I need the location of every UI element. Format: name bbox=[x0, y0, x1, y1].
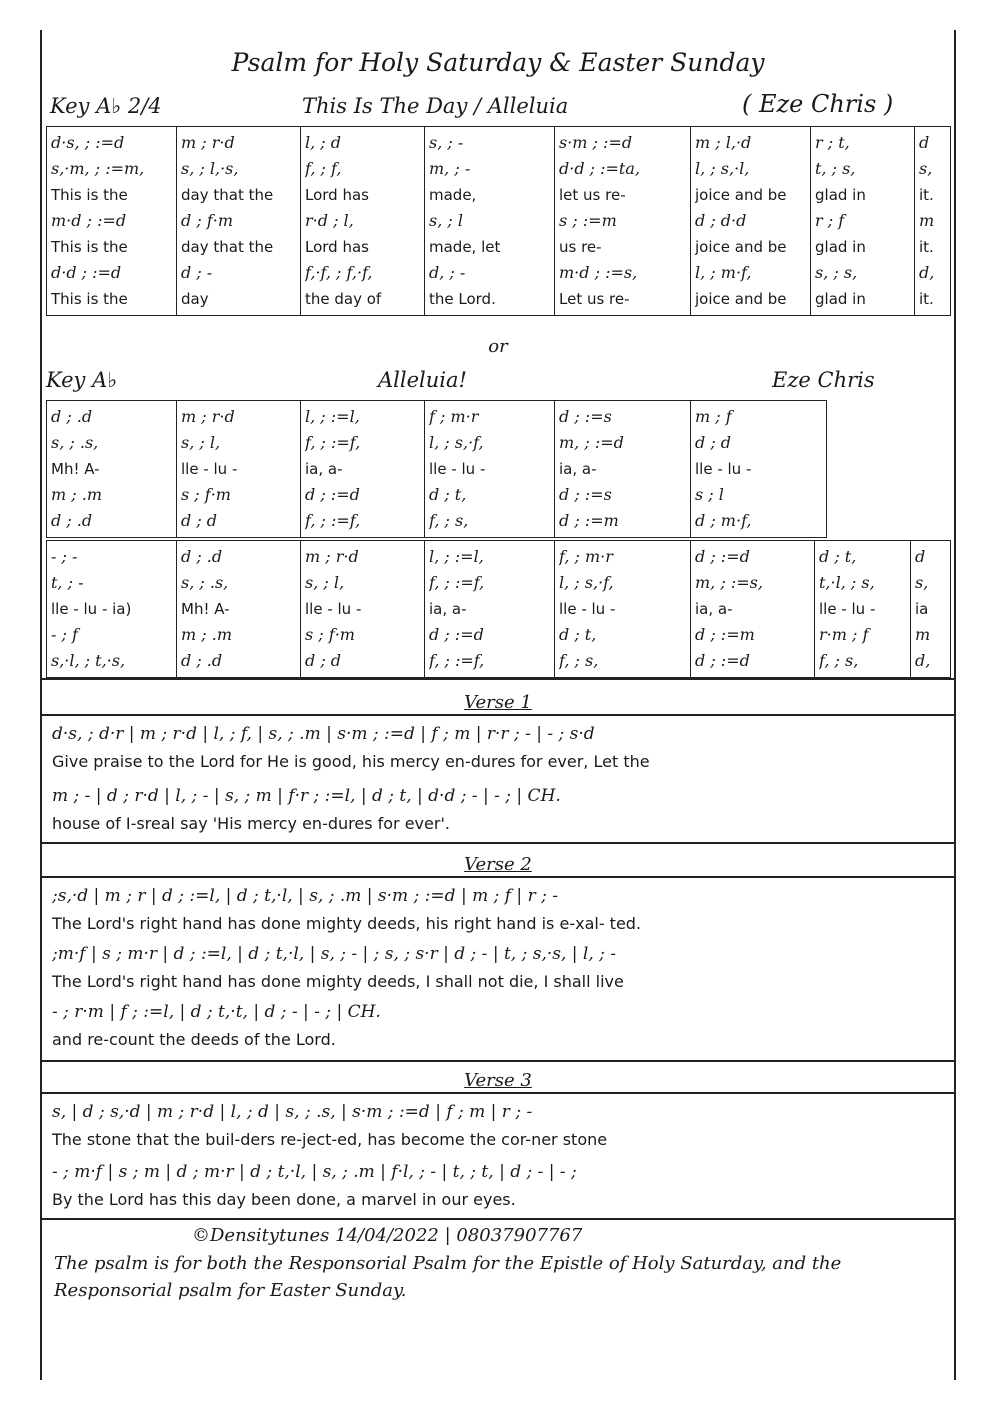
verse-3-solfa: s, | d ; s,·d | m ; r·d | l, ; d | s, ; .s, | s·m ; :=d | f ; m | r ; - bbox=[52, 1102, 533, 1122]
solfa-notation: d ; :=m bbox=[695, 625, 755, 644]
solfa-notation: r·d ; l, bbox=[305, 211, 354, 230]
measure-cell bbox=[425, 401, 555, 538]
solfa-notation: r·m ; f bbox=[819, 625, 869, 644]
verse-1-solfa: d·s, ; d·r | m ; r·d | l, ; f, | s, ; .m | s·m ; :=d | f ; m | r·r ; - | - ; s·d bbox=[52, 724, 595, 744]
solfa-notation: d ; .d bbox=[181, 651, 223, 670]
solfa-notation: f, ; :=f, bbox=[429, 651, 485, 670]
solfa-notation: s, ; l, bbox=[181, 433, 221, 452]
solfa-notation: d ; :=m bbox=[559, 511, 619, 530]
solfa-notation: f, ; :=f, bbox=[305, 511, 361, 530]
solfa-notation: l, ; :=l, bbox=[305, 407, 360, 426]
measure-cell bbox=[301, 401, 425, 538]
lyric-text: ia bbox=[915, 600, 929, 618]
solfa-notation: t, ; s, bbox=[815, 159, 856, 178]
measure-cell bbox=[555, 401, 691, 538]
measure-cell bbox=[555, 541, 691, 678]
solfa-notation: d ; t, bbox=[559, 625, 597, 644]
divider bbox=[40, 1060, 956, 1062]
solfa-notation: s, bbox=[919, 159, 933, 178]
solfa-notation: f, ; :=f, bbox=[429, 573, 485, 592]
solfa-notation: - ; - bbox=[51, 547, 78, 566]
verse-2-solfa: ;s,·d | m ; r | d ; :=l, | d ; t,·l, | s, ; .m | s·m ; :=d | m ; f | r ; - bbox=[52, 886, 558, 906]
solfa-notation: s, ; - bbox=[429, 133, 464, 152]
table-row bbox=[47, 401, 827, 538]
solfa-notation: t,·l, ; s, bbox=[819, 573, 875, 592]
song-title-1: This Is The Day / Alleluia bbox=[302, 94, 569, 118]
solfa-notation: d, bbox=[919, 263, 935, 282]
lyric-text: This is the bbox=[51, 290, 128, 308]
solfa-notation: m bbox=[919, 211, 935, 230]
measure-cell bbox=[47, 127, 177, 316]
solfa-notation: d ; - bbox=[181, 263, 213, 282]
solfa-notation: d ; :=d bbox=[429, 625, 484, 644]
measure-cell bbox=[911, 541, 951, 678]
solfa-notation: d bbox=[919, 133, 930, 152]
solfa-notation: d·s, ; :=d bbox=[51, 133, 125, 152]
page-title: Psalm for Holy Saturday & Easter Sunday bbox=[231, 48, 765, 77]
solfa-notation: f,·f, ; f,·f, bbox=[305, 263, 373, 282]
solfa-notation: s,·m, ; :=m, bbox=[51, 159, 145, 178]
measure-cell bbox=[691, 541, 815, 678]
solfa-notation: d, bbox=[915, 651, 931, 670]
solfa-notation: - ; f bbox=[51, 625, 78, 644]
lyric-text: lle - lu - bbox=[181, 460, 238, 478]
lyric-text: ia, a- bbox=[695, 600, 733, 618]
lyric-text: joice and be bbox=[695, 238, 787, 256]
verse-2-solfa: - ; r·m | f ; :=l, | d ; t,·t, | d ; - | - ; | CH. bbox=[52, 1002, 381, 1022]
solfa-notation: d·d ; :=d bbox=[51, 263, 122, 282]
composer-1: ( Eze Chris ) bbox=[742, 90, 894, 118]
lyric-text: Let us re- bbox=[559, 290, 630, 308]
lyric-text: Lord has bbox=[305, 186, 369, 204]
solfa-notation: f, ; s, bbox=[819, 651, 859, 670]
measure-cell bbox=[555, 127, 691, 316]
lyric-text: us re- bbox=[559, 238, 602, 256]
verse-1-lyric: Give praise to the Lord for He is good, his mercy en-dures for ever, Let the bbox=[52, 752, 650, 771]
solfa-notation: l, ; d bbox=[305, 133, 342, 152]
or-label: or bbox=[488, 336, 508, 357]
verse-3-title: Verse 3 bbox=[464, 1070, 532, 1091]
solfa-notation: s, ; l, bbox=[305, 573, 345, 592]
solfa-notation: s ; f·m bbox=[181, 485, 231, 504]
solfa-notation: s, ; l bbox=[429, 211, 463, 230]
lyric-text: day that the bbox=[181, 238, 274, 256]
solfa-notation: d ; t, bbox=[429, 485, 467, 504]
footer-note: The psalm is for both the Responsorial Psalm for the Epistle of Holy Saturday, and the Responsorial psalm for Easter Sunday. bbox=[54, 1253, 842, 1301]
measure-cell bbox=[425, 127, 555, 316]
alleluia-table-2 bbox=[46, 540, 951, 678]
solfa-notation: m, ; :=s, bbox=[695, 573, 763, 592]
solfa-notation: s, ; .s, bbox=[51, 433, 99, 452]
solfa-notation: d ; :=s bbox=[559, 485, 612, 504]
lyric-text: day bbox=[181, 290, 209, 308]
lyric-text: glad in bbox=[815, 290, 866, 308]
solfa-notation: s·m ; :=d bbox=[559, 133, 633, 152]
solfa-notation: l, ; m·f, bbox=[695, 263, 752, 282]
solfa-notation: d ; m·f, bbox=[695, 511, 752, 530]
lyric-text: lle - lu - bbox=[695, 460, 752, 478]
verse-1-lyric: house of I-sreal say 'His mercy en-dures for ever'. bbox=[52, 814, 450, 833]
solfa-notation: d ; d bbox=[695, 433, 732, 452]
solfa-notation: m, ; - bbox=[429, 159, 471, 178]
measure-cell bbox=[691, 127, 811, 316]
solfa-notation: d ; .d bbox=[181, 547, 223, 566]
divider bbox=[40, 714, 956, 716]
solfa-notation: m·d ; :=d bbox=[51, 211, 127, 230]
lyric-text: This is the bbox=[51, 238, 128, 256]
lyric-text: it. bbox=[919, 238, 934, 256]
divider bbox=[40, 678, 956, 680]
solfa-notation: s, ; .s, bbox=[181, 573, 229, 592]
measure-cell bbox=[815, 541, 911, 678]
solfa-notation: l, ; s,·f, bbox=[559, 573, 614, 592]
solfa-notation: f, ; :=f, bbox=[305, 433, 361, 452]
lyric-text: lle - lu - bbox=[819, 600, 876, 618]
solfa-notation: d ; d bbox=[305, 651, 342, 670]
song-title-2: Alleluia! bbox=[378, 368, 467, 392]
lyric-text: joice and be bbox=[695, 290, 787, 308]
lyric-text: joice and be bbox=[695, 186, 787, 204]
lyric-text: ia, a- bbox=[305, 460, 343, 478]
verse-1-title: Verse 1 bbox=[464, 692, 532, 713]
verse-2-solfa: ;m·f | s ; m·r | d ; :=l, | d ; t,·l, | s, ; - | ; s, ; s·r | d ; - | t, ; s,·s, | l, ; - bbox=[52, 944, 617, 964]
psalm-table-1 bbox=[46, 126, 951, 316]
lyric-text: it. bbox=[919, 186, 934, 204]
solfa-notation: d ; :=d bbox=[305, 485, 360, 504]
lyric-text: made, bbox=[429, 186, 477, 204]
solfa-notation: s, bbox=[915, 573, 929, 592]
solfa-notation: s, ; l,·s, bbox=[181, 159, 239, 178]
table-row bbox=[47, 541, 951, 678]
lyric-text: ia, a- bbox=[559, 460, 597, 478]
verse-2-title: Verse 2 bbox=[464, 854, 532, 875]
lyric-text: lle - lu - ia) bbox=[51, 600, 132, 618]
verse-3-lyric: The stone that the buil-ders re-ject-ed, has become the cor-ner stone bbox=[52, 1130, 608, 1149]
solfa-notation: r ; t, bbox=[815, 133, 850, 152]
lyric-text: the day of bbox=[305, 290, 382, 308]
solfa-notation: m bbox=[915, 625, 931, 644]
verse-2-lyric: The Lord's right hand has done mighty deeds, I shall not die, I shall live bbox=[52, 972, 624, 991]
solfa-notation: m ; r·d bbox=[305, 547, 359, 566]
solfa-notation: f, ; s, bbox=[559, 651, 599, 670]
measure-cell bbox=[47, 541, 177, 678]
lyric-text: lle - lu - bbox=[559, 600, 616, 618]
lyric-text: glad in bbox=[815, 186, 866, 204]
solfa-notation: r ; f bbox=[815, 211, 845, 230]
lyric-text: the Lord. bbox=[429, 290, 496, 308]
measure-cell bbox=[425, 541, 555, 678]
measure-cell bbox=[811, 127, 915, 316]
solfa-notation: l, ; s,·l, bbox=[695, 159, 750, 178]
solfa-notation: d ; d bbox=[181, 511, 218, 530]
divider bbox=[40, 876, 956, 878]
solfa-notation: m, ; :=d bbox=[559, 433, 624, 452]
solfa-notation: d ; t, bbox=[819, 547, 857, 566]
solfa-notation: d ; :=d bbox=[695, 547, 750, 566]
key-signature-1: Key A♭ 2/4 bbox=[50, 94, 162, 118]
lyric-text: glad in bbox=[815, 238, 866, 256]
solfa-notation: f, ; s, bbox=[429, 511, 469, 530]
lyric-text: day that the bbox=[181, 186, 274, 204]
verse-2-lyric: and re-count the deeds of the Lord. bbox=[52, 1030, 336, 1049]
solfa-notation: m ; .m bbox=[51, 485, 102, 504]
solfa-notation: d ; f·m bbox=[181, 211, 233, 230]
solfa-notation: s ; f·m bbox=[305, 625, 355, 644]
measure-cell bbox=[177, 127, 301, 316]
measure-cell bbox=[177, 401, 301, 538]
divider bbox=[40, 1092, 956, 1094]
divider bbox=[40, 1218, 956, 1220]
solfa-notation: f, ; f, bbox=[305, 159, 342, 178]
measure-cell bbox=[47, 401, 177, 538]
lyric-text: ia, a- bbox=[429, 600, 467, 618]
solfa-notation: d ; .d bbox=[51, 407, 93, 426]
measure-cell bbox=[177, 541, 301, 678]
solfa-notation: m ; l,·d bbox=[695, 133, 752, 152]
solfa-notation: d ; .d bbox=[51, 511, 93, 530]
verse-3-lyric: By the Lord has this day been done, a marvel in our eyes. bbox=[52, 1190, 516, 1209]
composer-2: Eze Chris bbox=[772, 368, 875, 392]
divider bbox=[40, 842, 956, 844]
music-sheet bbox=[40, 30, 956, 1380]
verse-3-solfa: - ; m·f | s ; m | d ; m·r | d ; t,·l, | s, ; .m | f·l, ; - | t, ; t, | d ; - | - ; bbox=[52, 1162, 577, 1182]
alleluia-table-1 bbox=[46, 400, 827, 538]
solfa-notation: s ; l bbox=[695, 485, 724, 504]
measure-cell bbox=[915, 127, 951, 316]
solfa-notation: t, ; - bbox=[51, 573, 84, 592]
solfa-notation: f ; m·r bbox=[429, 407, 479, 426]
lyric-text: Mh! A- bbox=[51, 460, 100, 478]
measure-cell bbox=[691, 401, 827, 538]
solfa-notation: d, ; - bbox=[429, 263, 466, 282]
copyright-credit: ©Densitytunes 14/04/2022 | 08037907767 bbox=[192, 1225, 583, 1246]
solfa-notation: d·d ; :=ta, bbox=[559, 159, 640, 178]
lyric-text: lle - lu - bbox=[429, 460, 486, 478]
measure-cell bbox=[301, 541, 425, 678]
solfa-notation: m ; r·d bbox=[181, 133, 235, 152]
solfa-notation: d ; d·d bbox=[695, 211, 747, 230]
table-row bbox=[47, 127, 951, 316]
solfa-notation: l, ; s,·f, bbox=[429, 433, 484, 452]
lyric-text: Lord has bbox=[305, 238, 369, 256]
lyric-text: lle - lu - bbox=[305, 600, 362, 618]
key-signature-2: Key A♭ bbox=[46, 368, 118, 392]
solfa-notation: s,·l, ; t,·s, bbox=[51, 651, 126, 670]
lyric-text: it. bbox=[919, 290, 934, 308]
verse-2-lyric: The Lord's right hand has done mighty deeds, his right hand is e-xal- ted. bbox=[52, 914, 642, 933]
solfa-notation: d ; :=s bbox=[559, 407, 612, 426]
solfa-notation: s ; :=m bbox=[559, 211, 617, 230]
solfa-notation: m ; r·d bbox=[181, 407, 235, 426]
lyric-text: made, let bbox=[429, 238, 501, 256]
solfa-notation: f, ; m·r bbox=[559, 547, 613, 566]
solfa-notation: m·d ; :=s, bbox=[559, 263, 638, 282]
solfa-notation: d bbox=[915, 547, 926, 566]
lyric-text: This is the bbox=[51, 186, 128, 204]
lyric-text: let us re- bbox=[559, 186, 626, 204]
solfa-notation: l, ; :=l, bbox=[429, 547, 484, 566]
measure-cell bbox=[301, 127, 425, 316]
verse-1-solfa: m ; - | d ; r·d | l, ; - | s, ; m | f·r ; :=l, | d ; t, | d·d ; - | - ; | CH. bbox=[52, 786, 561, 806]
solfa-notation: m ; .m bbox=[181, 625, 232, 644]
solfa-notation: m ; f bbox=[695, 407, 732, 426]
lyric-text: Mh! A- bbox=[181, 600, 230, 618]
solfa-notation: s, ; s, bbox=[815, 263, 858, 282]
solfa-notation: d ; :=d bbox=[695, 651, 750, 670]
